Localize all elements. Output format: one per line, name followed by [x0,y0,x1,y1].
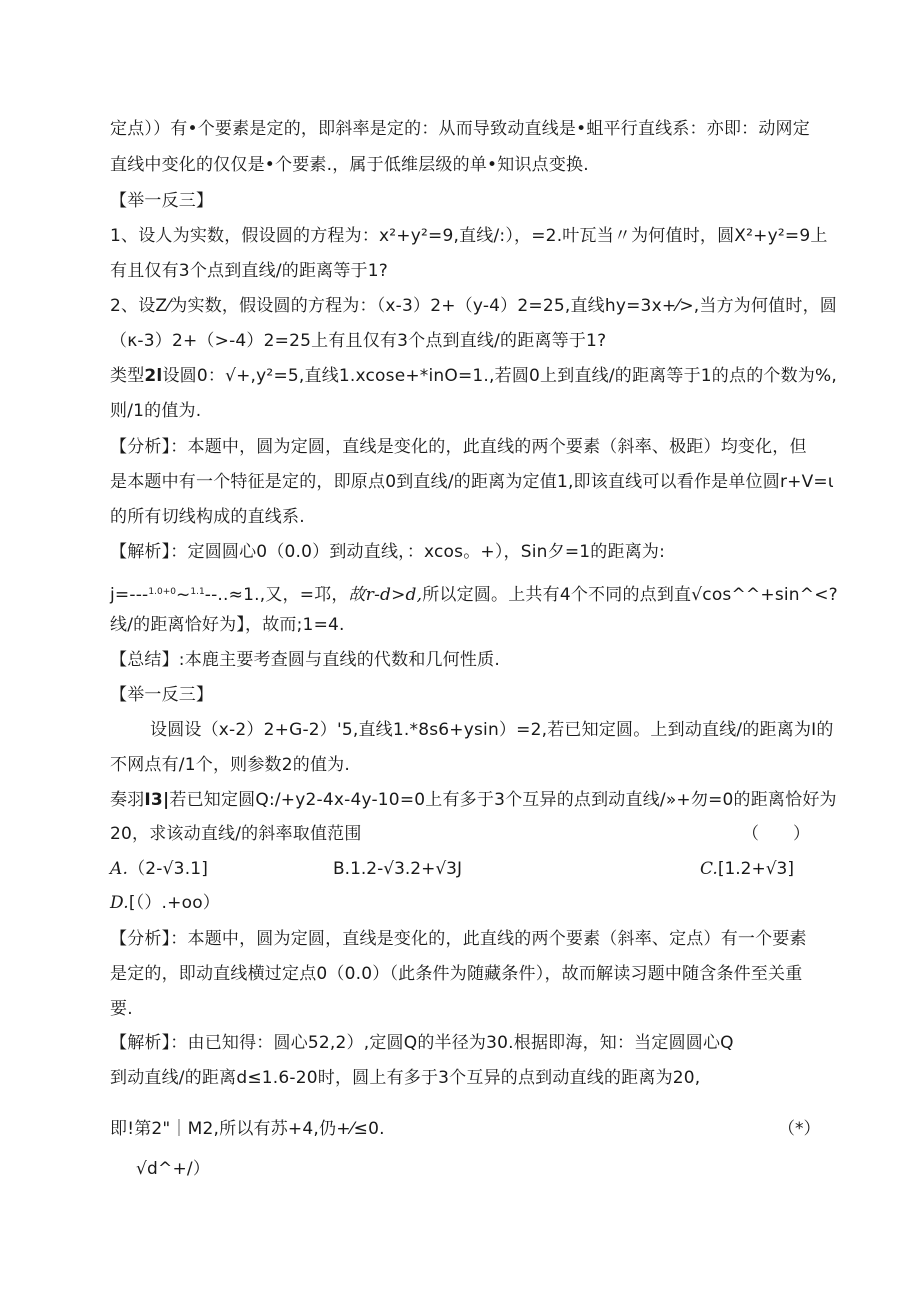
text-line: 直线中变化的仅仅是•个要素.，属于低维层级的单•知识点变换. [110,155,589,175]
option-text: （2-√3.1] [128,859,209,879]
text-line: 【分析】：本题中，圆为定圆，直线是变化的，此直线的两个要素（斜率、定点）有一个要素 [110,929,807,949]
text-line: 是本题中有一个特征是定的，即原点0到直线/的距离为定值1,即该直线可以看作是单位圆r+V=ι [110,472,834,492]
option-c [700,857,794,881]
option-letter: D. [110,893,129,913]
formula-part: 所以定圆。上共有4个不同的点到直√cos^^+sin^<? [422,585,838,605]
text-line: 设圆设（x-2）2+G-2）'5,直线1.*8s6+ysin）=2,若已知定圆。上到动直线/的距离为I的 [150,720,834,740]
text-line: 定点））有•个要素是定的，即斜率是定的：从而导致动直线是•蛆平行直线系：亦即：动网定 [110,119,810,139]
type-label: 奏羽 [110,790,145,810]
answer-bracket: （ ） [742,824,810,844]
text-line: 【总结】:本鹿主要考查圆与直线的代数和几何性质. [110,650,500,670]
equation-tag: （*） [778,1119,821,1139]
problem-type-line [110,364,837,388]
option-b: B.1.2-√3.2+√3J [333,859,463,879]
section-heading: 【举一反三】 [110,191,214,211]
text-line: 线/的距离恰好为】，故而;1=4. [110,615,345,635]
formula-line [110,580,838,607]
option-letter: C. [700,859,718,879]
formula-part: --..≈1.,又，=邛， [204,585,349,605]
text-line: 2、设Z⁄为实数，假设圆的方程为：（x-3）2+（y-4）2=25,直线hy=3x+⁄>,当方为何值时，圆 [110,296,837,316]
text-line: 20，求该动直线/的斜率取值范围 [110,824,362,844]
formula-line: √d^+/） [136,1159,211,1179]
option-text: [（）.+oo） [128,893,221,913]
text-line: 【解析】：由已知得：圆心52,2）,定圆Q的半径为30.根据即海，知：当定圆圆心Q [110,1033,734,1053]
type-label: 类型 [110,366,145,386]
text-line: 1、设人为实数，假设圆的方程为：x²+y²=9,直线/:），=2.叶瓦当〃为何值时，圆X²+y²=9上 [110,226,828,246]
text-line: （κ-3）2+（>-4）2=25上有且仅有3个点到直线/的距离等于1? [110,331,607,351]
formula-italic: 故r-d>d, [348,585,423,605]
text-line: 【解析】：定圆圆心0（0.0）到动直线，：xcos。+），Sin夕=1的距离为: [110,542,666,562]
option-d [110,891,220,915]
formula-part: j=--- [110,585,149,605]
problem-text: 设圆0：√+,y²=5,直线1.xcose+*inO=1.,若圆0上到直线/的距离等于1的点的个数为%, [162,366,837,386]
formula-sup: 1.1 [190,587,205,597]
text-line: 不网点有/1个，则参数2的值为. [110,755,350,775]
section-heading: 【举一反三】 [110,685,214,705]
text-line: 则/1的值为. [110,401,202,421]
text-line: 是定的，即动直线横过定点0（0.0）（此条件为随藏条件），故而解读习题中随含条件至关重 [110,964,803,984]
text-line: 的所有切线构成的直线系. [110,507,305,527]
text-line: 即!第2"｜M2,所以有苏+4,仍+⁄≤0. [110,1119,385,1139]
text-line: 【分析】：本题中，圆为定圆，直线是变化的，此直线的两个要素（斜率、极距）均变化，但 [110,437,807,457]
option-a [110,857,208,881]
problem-text: 若已知定圆Q:/+y2-4x-4y-10=0上有多于3个互异的点到动直线/»+勿=0的距离恰好为 [169,790,837,810]
type-number: 2l [144,366,163,386]
formula-sup: 1.0+0 [148,587,176,597]
type-number: I3| [144,790,170,810]
problem-type-line [110,788,837,812]
formula-part: ~ [175,585,191,605]
text-line: 到动直线/的距离d≤1.6-20时，圆上有多于3个互异的点到动直线的距离为20, [110,1068,701,1088]
text-line: 有且仅有3个点到直线/的距离等于1? [110,261,388,281]
option-letter: A. [110,859,129,879]
text-line: 要. [110,999,133,1019]
option-text: [1.2+√3] [717,859,795,879]
